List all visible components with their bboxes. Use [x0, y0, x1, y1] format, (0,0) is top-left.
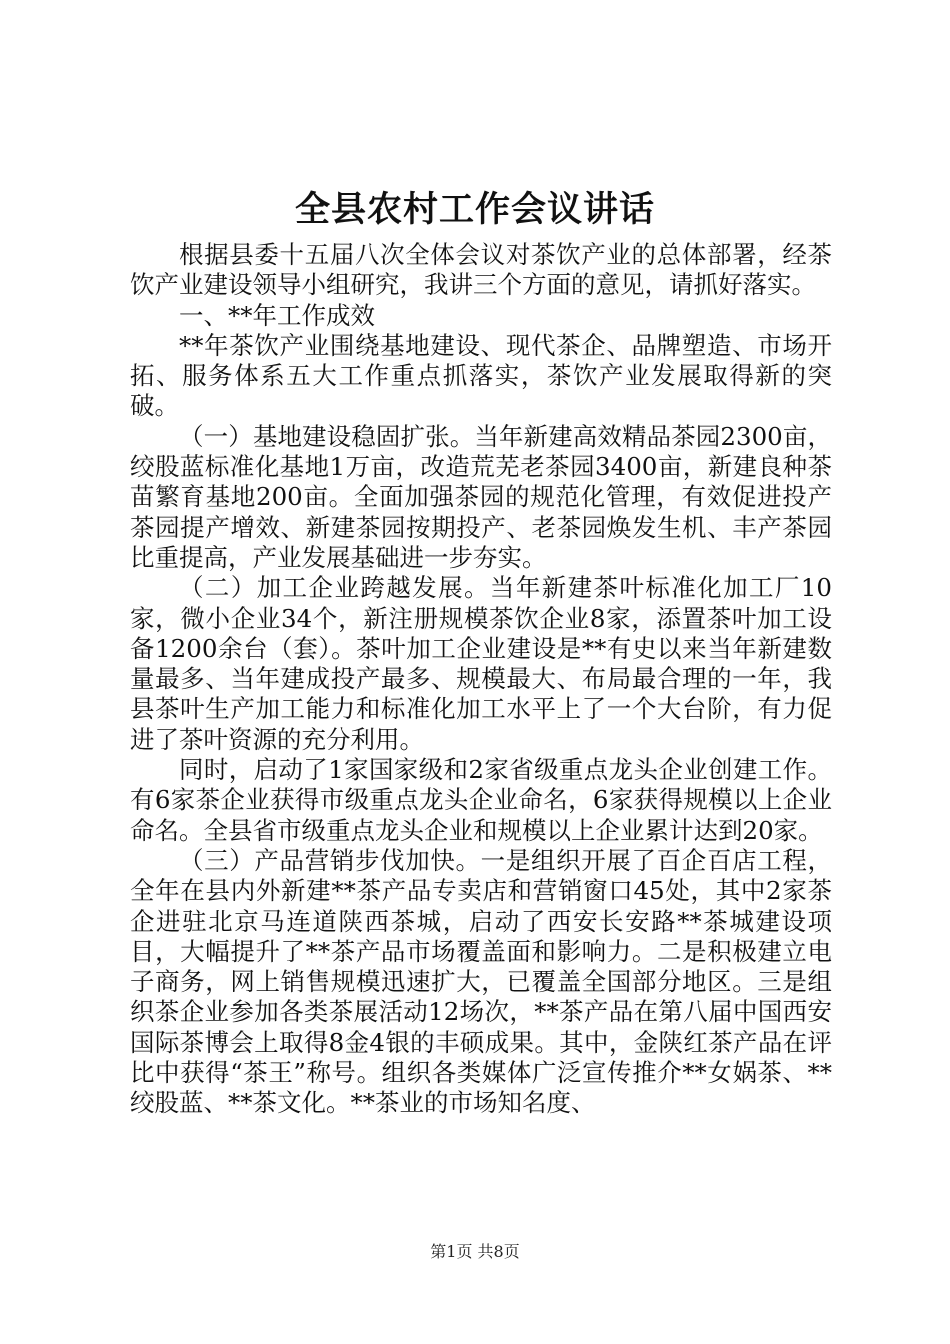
page-footer: 第1页 共8页	[430, 1242, 520, 1261]
paragraph-base-construction: （一）基地建设稳固扩张。当年新建高效精品茶园2300亩，绞股蓝标准化基地1万亩，改造荒芜老茶园3400亩，新建良种茶苗繁育基地200亩。全面加强茶园的规范化管理，有效促进投产茶园提产增效、新建茶园按期投产、老茶园焕发生机、丰产茶园比重提高，产业发展基础进一步夯实。	[130, 421, 832, 572]
paragraph-processing-enterprises: （二）加工企业跨越发展。当年新建茶叶标准化加工厂10家，微小企业34个，新注册规模茶饮企业8家，添置茶叶加工设备1200余台（套）。茶叶加工企业建设是**有史以来当年新建数量最多、当年建成投产最多、规模最大、布局最合理的一年，我县茶叶生产加工能力和标准化加工水平上了一个大台阶，有力促进了茶叶资源的充分利用。	[130, 573, 832, 754]
paragraph-leading-enterprises: 同时，启动了1家国家级和2家省级重点龙头企业创建工作。有6家茶企业获得市级重点龙头企业命名，6家获得规模以上企业命名。全县省市级重点龙头企业和规模以上企业累计达到20家。	[130, 755, 832, 845]
paragraph-intro: 根据县委十五届八次全体会议对茶饮产业的总体部署，经茶饮产业建设领导小组研究，我讲三个方面的意见，请抓好落实。	[130, 240, 832, 300]
section-heading-1: 一、**年工作成效	[179, 300, 375, 330]
document-title: 全县农村工作会议讲话	[294, 189, 655, 230]
paragraph-marketing: （三）产品营销步伐加快。一是组织开展了百企百店工程，全年在县内外新建**茶产品专卖店和营销窗口45处，其中2家茶企进驻北京马连道陕西茶城，启动了西安长安路**茶城建设项目，大幅提升了**茶产品市场覆盖面和影响力。二是积极建立电子商务，网上销售规模迅速扩大，已覆盖全国部分地区。三是组织茶企业参加各类茶展活动12场次，**茶产品在第八届中国西安国际茶博会上取得8金4银的丰硕成果。其中，金陕红茶产品在评比中获得“茶王”称号。组织各类媒体广泛宣传推介**女娲茶、**绞股蓝、**茶文化。**茶业的市场知名度、	[130, 845, 832, 1118]
document-body	[130, 240, 832, 1119]
paragraph-overview: **年茶饮产业围绕基地建设、现代茶企、品牌塑造、市场开拓、服务体系五大工作重点抓落实，茶饮产业发展取得新的突破。	[130, 330, 832, 421]
